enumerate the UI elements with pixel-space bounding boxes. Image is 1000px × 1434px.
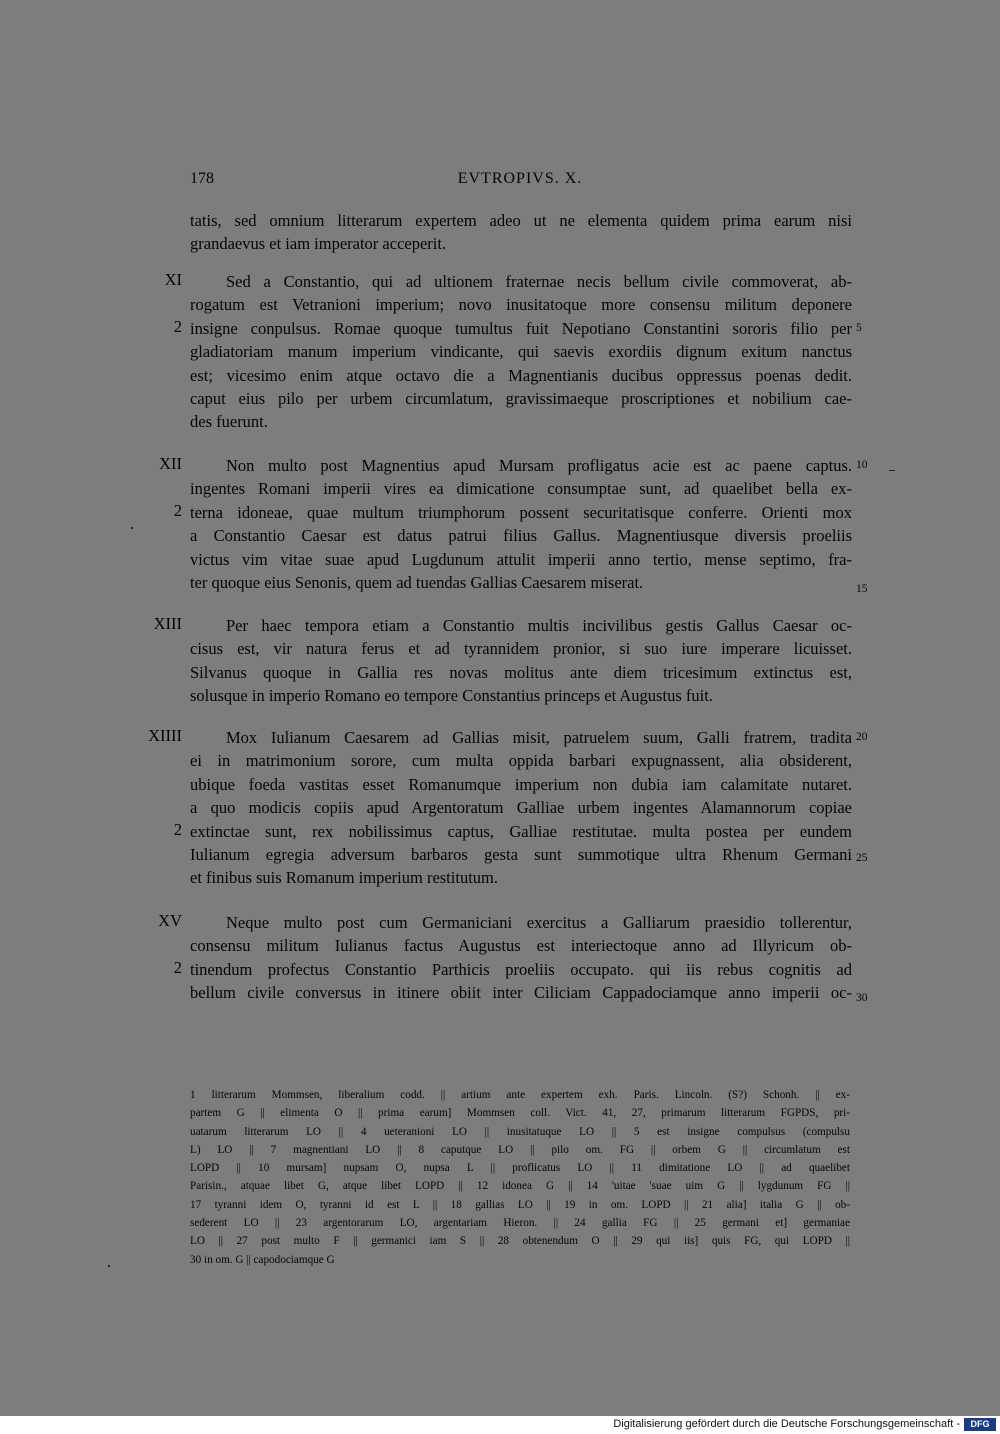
text-line: Silvanus quoque in Gallia res novas molitus ante diem tricesimum extinctus est, [190, 662, 852, 682]
chapter-number: XI [164, 270, 182, 289]
apparatus-line: partem G || elimenta O || prima earum] Mommsen coll. Vict. 41, 27, primarum litterarum FGPDS, pri- [190, 1107, 850, 1120]
footer-bar [0, 1416, 1000, 1434]
paragraph-chapter-xv [190, 911, 852, 1005]
apparatus-line: sederent LO || 23 argentorarum LO, argentariam Hieron. || 24 gallia FG || 25 germani et] germaniae [190, 1217, 850, 1230]
text-line: bellum civile conversus in itinere obiit inter Ciliciam Cappadociamque anno imperii oc- [190, 983, 852, 1003]
text-line: solusque in imperio Romano eo tempore Constantius princeps et Augustus fuit. [190, 686, 713, 706]
sub-section-number: 2 [173, 820, 182, 839]
scan-speck [131, 527, 133, 529]
line-number: 5 [856, 322, 862, 334]
text-line: ter quoque eius Senonis, quem ad tuendas Gallias Caesarem miserat. [190, 572, 644, 592]
chapter-number: XIIII [148, 726, 182, 745]
text-line: tatis, sed omnium litterarum expertem adeo ut ne elementa quidem prima earum nisi [190, 211, 852, 230]
text-line: insigne conpulsus. Romae quoque tumultus fuit Nepotiano Constantini sororis filio per [190, 318, 852, 338]
sub-section-number: 2 [173, 958, 182, 977]
paragraph-chapter-xii [190, 454, 852, 594]
paragraph-chapter-xiiii [190, 726, 852, 890]
line-number: 10 [856, 459, 868, 471]
apparatus-line: 1 litterarum Mommsen, liberalium codd. || artium ante expertem exh. Paris. Lincoln. (S?) Schonh. || ex- [190, 1089, 850, 1101]
scan-speck [889, 470, 895, 471]
text-line: a Constantio Caesar est datus patrui filius Gallus. Magnentiusque diversis proeliis [190, 526, 852, 546]
footer-credit: Digitalisierung gefördert durch die Deutsche Forschungsgemeinschaft - [613, 1418, 960, 1430]
text-line: Neque multo post cum Germaniciani exercitus a Galliarum praesidio tollerentur, [226, 913, 852, 932]
paragraph-chapter-xiii [190, 614, 852, 708]
text-line: cisus est, vir natura ferus et ad tyrannidem pronior, si suo iure imperare licuisset. [190, 639, 852, 659]
text-line: des fuerunt. [190, 412, 268, 432]
sub-section-number: 2 [173, 317, 182, 336]
text-line: terna idoneae, quae multum triumphorum possent securitatisque conferre. Orienti mox [190, 502, 852, 522]
line-number: 15 [856, 583, 868, 595]
line-number: 30 [856, 992, 868, 1004]
text-line: Mox Iulianum Caesarem ad Gallias misit, patruelem suum, Galli fratrem, tradita [226, 728, 852, 747]
text-line: et finibus suis Romanum imperium restitutum. [190, 868, 498, 888]
apparatus-line: Parisin., atquae libet G, atque libet LOPD || 12 idonea G || 14 'uitae 'suae uim G || lygdunum FG || [190, 1180, 850, 1193]
text-line: ei in matrimonium sorore, cum multa oppida barbari expugnassent, alia obsiderent, [190, 751, 852, 771]
text-line: caput eius pilo per urbem circumlatum, gravissimaeque proscriptiones et nobilium cae- [190, 388, 852, 408]
line-number: 25 [856, 852, 868, 864]
page-header [190, 170, 850, 192]
text-line: Iulianum egregia adversum barbaros gesta sunt summotique ultra Rhenum Germani [190, 844, 852, 864]
scan-speck [108, 1265, 110, 1267]
paragraph-continuation [190, 209, 852, 256]
text-line: extinctae sunt, rex nobilissimus captus, Galliae restitutae. multa postea per eundem [190, 821, 852, 841]
text-line: ingentes Romani imperii vires ea dimicatione consumptae sunt, ad quaelibet bella ex- [190, 479, 852, 499]
text-line: consensu militum Iulianus factus Augustus est interiectoque anno ad Illyricum ob- [190, 936, 852, 956]
text-line: gladiatoriam manum imperium vindicante, qui saevis exordiis dignum exitum nanctus [190, 342, 852, 362]
page-number: 178 [190, 170, 214, 187]
apparatus-line: uatarum litterarum LO || 4 ueteranioni LO || inusitatuque LO || 5 est insigne compulsus (compulsu [190, 1125, 850, 1138]
apparatus-line: 30 in om. G || capodociamque G [190, 1253, 335, 1266]
chapter-number: XV [158, 911, 182, 930]
text-line: Sed a Constantio, qui ad ultionem fraternae necis bellum civile commoverat, ab- [226, 272, 852, 291]
apparatus-line: 17 tyranni idem O, tyranni id est L || 18 gallias LO || 19 in om. LOPD || 21 alia] italia G || ob- [190, 1198, 850, 1211]
text-line: ubique foeda vastitas esset Romanumque imperium non dubia iam calamitate nutaret. [190, 774, 852, 794]
running-title: EVTROPIVS. X. [457, 170, 583, 187]
apparatus-line: LOPD || 10 mursam] nupsam O, nupsa L || proflicatus LO || 11 dimitatione LO || ad quaelibet [190, 1162, 850, 1175]
text-line: victus vim vitae suae apud Lugdunum attulit imperii anno tertio, mense septimo, fra- [190, 549, 852, 569]
apparatus-line: LO || 27 post multo F || germanici iam S || 28 obtenendum O || 29 qui iis] quis FG, qui LOPD || [190, 1235, 850, 1248]
sub-section-number: 2 [173, 501, 182, 520]
paragraph-chapter-xi [190, 270, 852, 434]
dfg-logo: DFG [964, 1418, 996, 1431]
text-line: est; vicesimo enim atque octavo die a Magnentianis ducibus oppressus poenas dedit. [190, 365, 852, 385]
apparatus-line: L) LO || 7 magnentiani LO || 8 caputque LO || pilo om. FG || orbem G || circumlatum est [190, 1143, 850, 1156]
critical-apparatus [190, 1086, 850, 1269]
text-line: Per haec tempora etiam a Constantio multis incivilibus gestis Gallus Caesar oc- [226, 616, 852, 635]
line-number: 20 [856, 731, 868, 743]
text-line: tinendum profectus Constantio Parthicis proeliis occupato. qui iis rebus cognitis ad [190, 959, 852, 979]
text-line: a quo modicis copiis apud Argentoratum Galliae urbem ingentes Alamannorum copiae [190, 798, 852, 818]
text-line: grandaevus et iam imperator acceperit. [190, 234, 447, 254]
text-line: rogatum est Vetranioni imperium; novo inusitatoque more consensu militum deponere [190, 295, 852, 315]
text-line: Non multo post Magnentius apud Mursam profligatus acie est ac paene captus. [226, 456, 852, 475]
chapter-number: XII [159, 454, 182, 473]
chapter-number: XIII [153, 614, 182, 633]
